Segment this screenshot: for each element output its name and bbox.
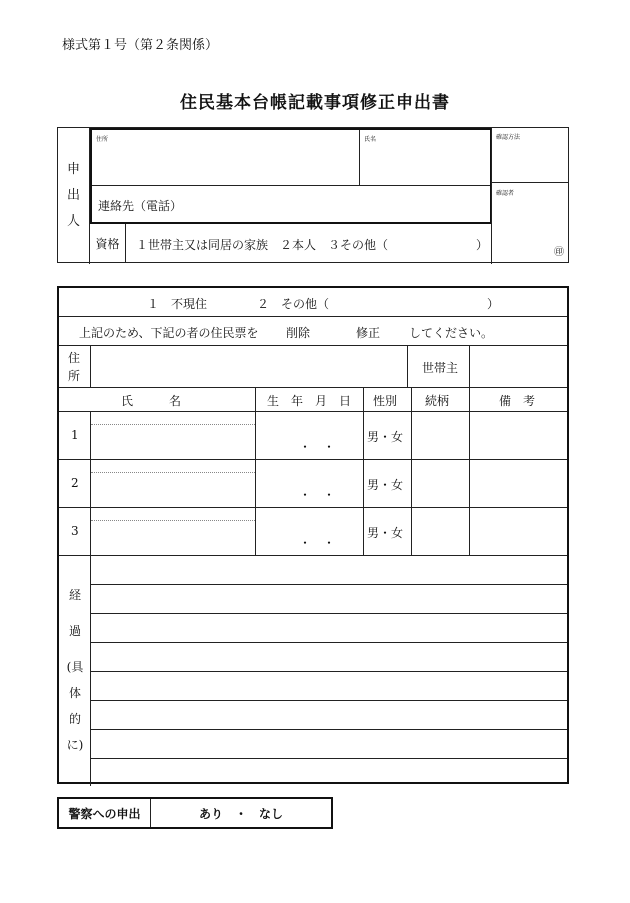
table-row bbox=[59, 508, 567, 556]
birthdate-field[interactable]: ・ ・ bbox=[299, 488, 336, 502]
action-delete[interactable]: 削除 bbox=[286, 326, 311, 340]
col-birthdate: 生 年 月 日 bbox=[267, 394, 352, 408]
person-name-field[interactable] bbox=[91, 460, 255, 507]
person-name-field[interactable] bbox=[91, 412, 255, 459]
reason-row bbox=[59, 288, 567, 317]
col-remarks: 備 考 bbox=[499, 394, 536, 408]
householder-field[interactable] bbox=[470, 346, 567, 387]
progress-details-field[interactable] bbox=[91, 556, 567, 782]
confirm-method-label: 確認方法 bbox=[496, 134, 521, 141]
target-address-row bbox=[59, 346, 567, 388]
seal-mark: ㊞ bbox=[554, 247, 564, 258]
row-number: 1 bbox=[71, 428, 79, 442]
progress-char: 経 bbox=[68, 588, 81, 602]
col-relation: 続柄 bbox=[425, 394, 450, 408]
gender-field[interactable]: 男・女 bbox=[367, 430, 404, 444]
progress-char: 過 bbox=[68, 624, 81, 638]
progress-char: 的 bbox=[68, 712, 81, 726]
address-char: 所 bbox=[68, 369, 81, 383]
col-gender: 性別 bbox=[373, 394, 398, 408]
confirm-method-field[interactable] bbox=[492, 128, 569, 183]
police-report-box bbox=[57, 797, 333, 829]
option-close-paren: ） bbox=[487, 297, 500, 311]
applicant-entry-box bbox=[90, 128, 492, 224]
qualification-options[interactable]: １世帯主又は同居の家族 ２本人 ３その他（ bbox=[136, 238, 389, 252]
relation-field[interactable] bbox=[412, 412, 469, 459]
target-address-field[interactable] bbox=[91, 346, 407, 387]
remarks-field[interactable] bbox=[470, 412, 567, 459]
police-report-label: 警察への申出 bbox=[59, 799, 151, 827]
qualification-close: ） bbox=[476, 238, 489, 252]
table-header bbox=[59, 388, 567, 412]
applicant-name-field[interactable] bbox=[360, 130, 490, 185]
option-other[interactable]: ２ その他（ bbox=[257, 297, 330, 311]
progress-label bbox=[59, 556, 91, 786]
instruction-row bbox=[59, 317, 567, 346]
remarks-field[interactable] bbox=[470, 460, 567, 507]
instruction-suffix: してください。 bbox=[409, 326, 494, 340]
qualification-row bbox=[90, 224, 492, 264]
option-not-resident[interactable]: １ 不現住 bbox=[147, 297, 208, 311]
contact-label: 連絡先（電話） bbox=[98, 199, 183, 213]
address-label: 住所 bbox=[96, 136, 109, 143]
confirmer-label: 確認者 bbox=[496, 190, 515, 197]
row-number: 3 bbox=[71, 524, 79, 538]
relation-field[interactable] bbox=[412, 460, 469, 507]
applicant-section bbox=[57, 127, 569, 263]
applicant-label bbox=[58, 128, 90, 264]
gender-field[interactable]: 男・女 bbox=[367, 478, 404, 492]
address-char: 住 bbox=[68, 351, 81, 365]
applicant-label-char: 出 bbox=[66, 188, 80, 203]
remarks-field[interactable] bbox=[470, 508, 567, 555]
applicant-label-char: 人 bbox=[66, 214, 80, 229]
person-name-field[interactable] bbox=[91, 508, 255, 555]
instruction-prefix: 上記のため、下記の者の住民票を bbox=[79, 326, 259, 340]
name-label: 氏名 bbox=[364, 136, 377, 143]
page-title: 住民基本台帳記載事項修正申出書 bbox=[180, 93, 450, 113]
col-name: 氏 名 bbox=[121, 394, 182, 408]
applicant-label-char: 申 bbox=[66, 162, 80, 177]
form-number: 様式第１号（第２条関係） bbox=[62, 38, 219, 53]
police-report-options[interactable]: あり ・ なし bbox=[198, 806, 283, 821]
progress-char: 体 bbox=[68, 686, 81, 700]
applicant-address-field[interactable] bbox=[92, 130, 360, 185]
progress-char: に) bbox=[66, 738, 84, 752]
relation-field[interactable] bbox=[412, 508, 469, 555]
qualification-label: 資格 bbox=[90, 224, 126, 262]
request-section bbox=[57, 286, 569, 784]
birthdate-field[interactable]: ・ ・ bbox=[299, 536, 336, 550]
gender-field[interactable]: 男・女 bbox=[367, 526, 404, 540]
contact-phone-field[interactable] bbox=[92, 185, 490, 222]
confirmation-column bbox=[491, 128, 570, 264]
row-number: 2 bbox=[71, 476, 79, 490]
action-correct[interactable]: 修正 bbox=[356, 326, 381, 340]
progress-char: (具 bbox=[66, 660, 84, 674]
householder-label: 世帯主 bbox=[422, 361, 459, 375]
table-row bbox=[59, 460, 567, 508]
birthdate-field[interactable]: ・ ・ bbox=[299, 440, 336, 454]
table-row bbox=[59, 412, 567, 460]
